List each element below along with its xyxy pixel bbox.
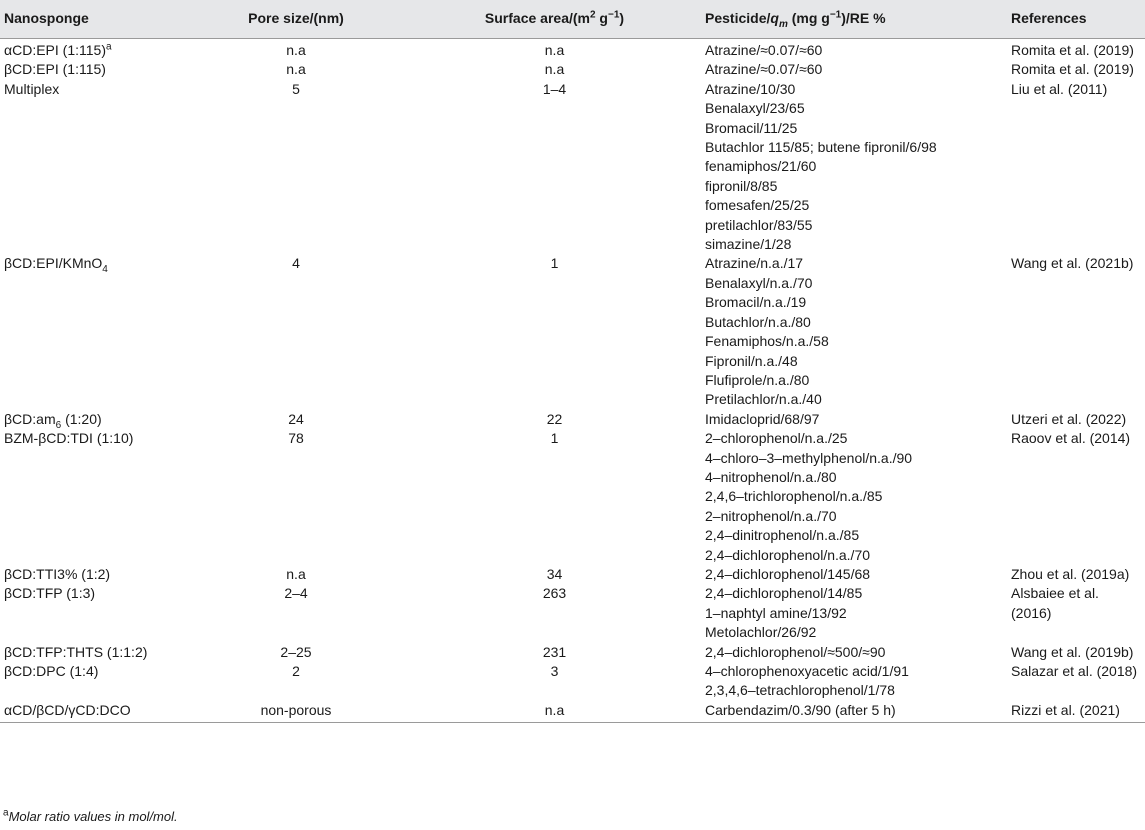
nanosponge-name: βCD:DPC (1:4) xyxy=(4,663,99,679)
cell-surface-area: n.a xyxy=(412,701,697,723)
cell-pesticide xyxy=(697,565,1005,584)
pesticide-entry: Bromacil/11/25 xyxy=(705,119,798,136)
table-row xyxy=(0,662,1145,701)
cell-pesticide xyxy=(697,429,1005,565)
pesticide-entry: Atrazine/≈0.07/≈60 xyxy=(705,61,823,78)
footnote-marker: a xyxy=(3,807,9,819)
cell-nanosponge xyxy=(0,565,180,584)
table-body xyxy=(0,39,1145,723)
cell-nanosponge xyxy=(0,60,180,79)
header-pesticide: Pesticide/$q_m$ (mg $g^{-1})/RE$ % xyxy=(697,0,1005,39)
cell-pesticide xyxy=(697,39,1005,61)
cell-surface-area: 1 xyxy=(550,255,559,272)
cell-nanosponge xyxy=(0,662,180,701)
header-references: References xyxy=(1005,0,1145,39)
nanosponge-name: βCD:TFP (1:3) xyxy=(4,585,96,602)
pesticide-entry: Flufiprole/n.a./80 xyxy=(705,371,810,388)
table-row xyxy=(0,60,1145,79)
cell-pore-size: 2–25 xyxy=(280,643,312,660)
cell-nanosponge xyxy=(0,254,180,409)
nanosponge-ratio: (1:20) xyxy=(61,410,102,427)
pesticide-entry: 2,4–dichlorophenol/≈500/≈90 xyxy=(705,643,886,660)
cell-reference: Wang et al. (2021b) xyxy=(1011,255,1134,272)
pesticide-entry: Metolachlor/26/92 xyxy=(705,624,817,641)
cell-nanosponge xyxy=(0,643,180,662)
pesticide-entry: pretilachlor/83/55 xyxy=(705,216,813,233)
table-row xyxy=(0,584,1145,642)
cell-reference: Romita et al. (2019) xyxy=(1011,61,1134,78)
table-row xyxy=(0,565,1145,584)
header-surface-area: Surface area/($m^2$ $g^{-1}$) xyxy=(412,0,697,39)
cell-surface-area: 1–4 xyxy=(542,80,567,97)
cell-reference: Rizzi et al. (2021) xyxy=(1005,701,1145,723)
cell-pore-size: 4 xyxy=(292,255,300,272)
cell-pesticide xyxy=(697,662,1005,701)
nanosponge-subscript: 4 xyxy=(102,264,108,276)
cell-pesticide xyxy=(697,701,1005,723)
nanosponge-name: Multiplex xyxy=(4,80,60,97)
pesticide-entry: 2,4–dichlorophenol/145/68 xyxy=(705,565,871,582)
nanosponge-name: BZM-βCD:TDI (1:10) xyxy=(4,430,134,447)
pesticide-entry: 2,4–dinitrophenol/n.a./85 xyxy=(705,527,860,544)
pesticide-entry: 4–chloro–3–methylphenol/n.a./90 xyxy=(705,449,913,466)
pesticide-entry: 2,4–dichlorophenol/n.a./70 xyxy=(705,546,871,563)
cell-pore-size: n.a xyxy=(286,61,306,78)
pesticide-entry: fenamiphos/21/60 xyxy=(705,158,817,175)
cell-pore-size: 5 xyxy=(292,80,300,97)
cell-pore-size: non-porous xyxy=(180,701,412,723)
pesticide-entry: fipronil/8/85 xyxy=(705,177,778,194)
header-nanosponge: Nanosponge xyxy=(0,0,180,39)
pesticide-entry: Benalaxyl/n.a./70 xyxy=(705,274,813,291)
cell-surface-area: n.a xyxy=(544,61,565,78)
header-row xyxy=(0,0,1145,39)
table-row xyxy=(0,701,1145,723)
table-footnote xyxy=(3,809,178,824)
pesticide-entry: Butachlor 115/85; butene fipronil/6/98 xyxy=(705,139,937,156)
pesticide-entry: Butachlor/n.a./80 xyxy=(705,313,811,330)
footnote-text: Molar ratio values in mol/mol. xyxy=(8,809,178,824)
pesticide-entry: Atrazine/≈0.07/≈60 xyxy=(705,42,823,58)
cell-pore-size: 78 xyxy=(288,430,304,447)
cell-pesticide xyxy=(697,254,1005,409)
cell-reference: Zhou et al. (2019a) xyxy=(1011,565,1130,582)
cell-pore-size: n.a xyxy=(286,565,306,582)
pesticide-entry: 1–naphtyl amine/13/92 xyxy=(705,604,847,621)
table-header xyxy=(0,0,1145,39)
cell-nanosponge xyxy=(0,429,180,565)
cell-nanosponge xyxy=(0,80,180,255)
cell-reference: Alsbaiee et al. (2016) xyxy=(1011,585,1099,621)
cell-reference: Salazar et al. (2018) xyxy=(1011,663,1138,679)
table-row xyxy=(0,429,1145,565)
pesticide-entry: Imidacloprid/68/97 xyxy=(705,410,820,427)
cell-reference: Liu et al. (2011) xyxy=(1011,80,1108,97)
cell-nanosponge xyxy=(0,39,180,61)
cell-reference: Wang et al. (2019b) xyxy=(1011,643,1134,660)
cell-surface-area: 34 xyxy=(546,565,563,582)
pesticide-entry: Pretilachlor/n.a./40 xyxy=(705,391,822,408)
nanosponge-subscript: 6 xyxy=(55,419,62,431)
nanosponge-name: βCD:EPI/KMnO xyxy=(4,255,103,272)
pesticide-entry: Fenamiphos/n.a./58 xyxy=(705,333,829,350)
pesticide-entry: 2,3,4,6–tetrachlorophenol/1/78 xyxy=(705,682,895,699)
cell-surface-area: 263 xyxy=(542,585,567,602)
cell-pesticide xyxy=(697,584,1005,642)
pesticide-entry: 4–nitrophenol/n.a./80 xyxy=(705,468,837,485)
pesticide-entry: Benalaxyl/23/65 xyxy=(705,100,805,117)
cell-reference: Raoov et al. (2014) xyxy=(1011,430,1131,447)
cell-surface-area: 1 xyxy=(550,430,559,447)
cell-reference: Utzeri et al. (2022) xyxy=(1011,410,1127,427)
nanosponge-name: βCD:TFP:THTS (1:1:2) xyxy=(4,643,148,660)
cell-surface-area: 3 xyxy=(550,663,559,679)
nanosponge-name: βCD:am xyxy=(4,410,56,427)
table-row xyxy=(0,80,1145,255)
nanosponge-name: βCD:TTI3% (1:2) xyxy=(4,565,111,582)
cell-pesticide xyxy=(697,60,1005,79)
table-row xyxy=(0,39,1145,61)
pesticide-entry: simazine/1/28 xyxy=(705,236,792,253)
pesticide-entry: Fipronil/n.a./48 xyxy=(705,352,798,369)
pesticide-entry: 2–nitrophenol/n.a./70 xyxy=(705,507,837,524)
pesticide-entry: Carbendazim/0.3/90 (after 5 h) xyxy=(705,701,896,718)
pesticide-entry: 4–chlorophenoxyacetic acid/1/91 xyxy=(705,663,909,679)
nanosponge-name: αCD/βCD/γCD:DCO xyxy=(4,701,131,718)
cell-nanosponge xyxy=(0,584,180,642)
cell-surface-area: 22 xyxy=(546,410,563,427)
cell-pore-size: 2–4 xyxy=(284,585,308,602)
nanosponge-name: αCD:EPI (1:115) xyxy=(4,42,106,58)
pesticide-entry: 2,4–dichlorophenol/14/85 xyxy=(705,585,863,602)
cell-surface-area: 231 xyxy=(542,643,567,660)
table-row xyxy=(0,254,1145,409)
cell-pesticide xyxy=(697,80,1005,255)
cell-nanosponge xyxy=(0,410,180,429)
table-row xyxy=(0,410,1145,429)
cell-pesticide xyxy=(697,410,1005,429)
header-pore-size: Pore size/(nm) xyxy=(180,0,412,39)
cell-surface-area: n.a xyxy=(544,42,565,58)
cell-pore-size: 2 xyxy=(292,663,300,679)
pesticide-entry: 2–chlorophenol/n.a./25 xyxy=(705,430,848,447)
cell-reference: Romita et al. (2019) xyxy=(1011,42,1134,58)
pesticide-entry: Bromacil/n.a./19 xyxy=(705,294,807,311)
pesticide-entry: fomesafen/25/25 xyxy=(705,197,810,214)
cell-nanosponge xyxy=(0,701,180,723)
pesticide-entry: Atrazine/n.a./17 xyxy=(705,255,804,272)
cell-pore-size: n.a xyxy=(286,42,306,58)
cell-pore-size: 24 xyxy=(288,410,304,427)
pesticide-entry: Atrazine/10/30 xyxy=(705,80,796,97)
cell-pesticide xyxy=(697,643,1005,662)
pesticide-entry: 2,4,6–trichlorophenol/n.a./85 xyxy=(705,488,883,505)
nanosponge-name: βCD:EPI (1:115) xyxy=(4,61,106,78)
footnote-reference: a xyxy=(105,41,112,53)
table-row xyxy=(0,643,1145,662)
